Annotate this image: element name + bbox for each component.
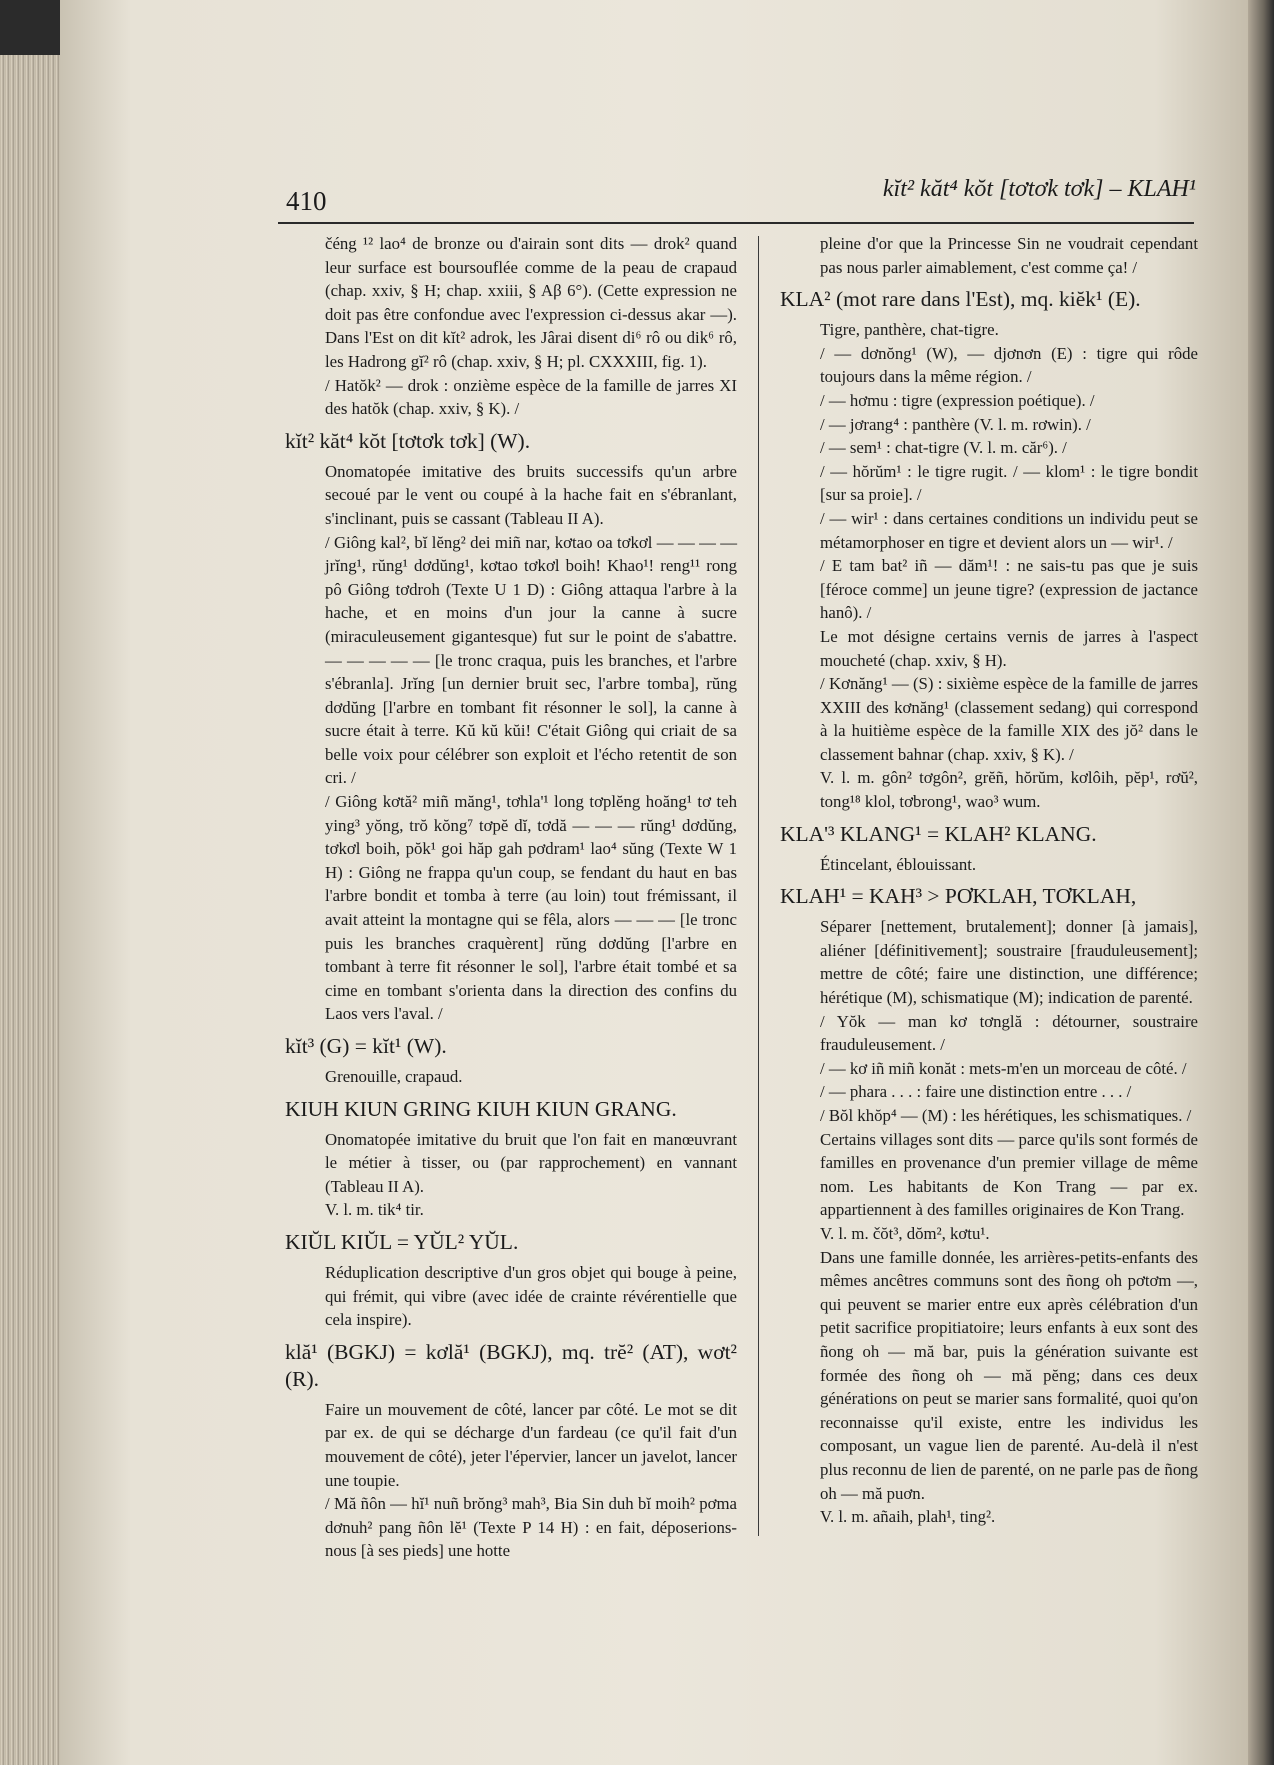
entry-paragraph: / — sem¹ : chat-tigre (V. l. m. căr⁶). /	[820, 438, 1067, 458]
entry-paragraph: Grenouille, crapaud.	[325, 1067, 463, 1086]
entry-paragraph: V. l. m. gôn² tơgôn², grĕñ, hŏrŭm, kơlôih, pĕp¹, rơŭ², tong¹⁸ klol, tơbrong¹, wao³ wum.	[820, 768, 1198, 812]
entry-paragraph: V. l. m. añaih, plah¹, ting².	[820, 1507, 996, 1527]
entry-paragraph: pleine d'or que la Princesse Sin ne voudrait cependant pas nous parler aimablement, c'est comme ça! /	[820, 234, 1198, 277]
entry-paragraph: Dans une famille donnée, les arrières-petits-enfants des mêmes ancêtres communs sont des ñong oh pơtơm —, qui peuvent se marier entre eux après célébration d'un petit sacrifice propitiatoire; leurs enfants à eux sont des ñong oh — mă bar, puis la génération suivante est formée des ñong oh — mă pĕng; dans ces deux générations on peut se marier sans formalité, quoi qu'on reconnaisse qu'il existe, entre les individus les composant, un vague lien de parenté. Au-delà il n'est plus reconnu de lien de parenté, on ne parle pas de ñong oh — mă puơn.	[820, 1247, 1198, 1503]
entry-paragraph: Étincelant, éblouissant.	[820, 854, 977, 874]
facing-page-edge	[1248, 0, 1274, 1765]
entry-paragraph: / — jơrang⁴ : panthère (V. l. m. rơwin). /	[820, 414, 1091, 434]
entry-paragraph: / — hŏrŭm¹ : le tigre rugit. / — klom¹ : le tigre bondit [sur sa proie]. /	[820, 461, 1198, 505]
entry-paragraph: Certains villages sont dits — parce qu'ils sont formés de familles en provenance d'un premier village de même nom. Les habitants de Kon Trang — par ex. appartiennent à des familles originaires de Kon Trang.	[820, 1129, 1198, 1220]
entry-paragraph: / Yŏk — man kơ tơnglă : détourner, soustraire frauduleusement. /	[820, 1011, 1198, 1055]
entry-headword: KLA'³ KLANG¹ = KLAH² KLANG.	[780, 821, 1097, 846]
entry-paragraph: / Mă ñôn — hĭ¹ nuñ brŏng³ mah³, Bia Sin duh bĭ moih² pơma dơnuh² pang ñôn lĕ¹ (Texte P 14 H) : en fait, déposerions-nous [à ses pieds] une hotte	[325, 1494, 737, 1561]
entry-headword: klă¹ (BGKJ) = kơlă¹ (BGKJ), mq. trĕ² (AT), wơt² (R).	[285, 1339, 737, 1391]
entry-paragraph: / Hatŏk² — drok : onzième espèce de la famille de jarres XI des hatŏk (chap. xxiv, § K). /	[325, 375, 737, 419]
entry-headword: kĭt³ (G) = kĭt¹ (W).	[285, 1034, 447, 1058]
entry-paragraph: / — kơ iñ miñ konăt : mets-m'en un morceau de côté. /	[820, 1058, 1187, 1078]
entry-paragraph: / — dơnŏng¹ (W), — djơnơn (E) : tigre qui rôde toujours dans la même région. /	[820, 343, 1198, 387]
entry-paragraph: Onomatopée imitative du bruit que l'on fait en manœuvrant le métier à tisser, ou (par rapprochement) en vannant (Tableau II A).	[325, 1129, 737, 1196]
entry-paragraph: čéng ¹² lao⁴ de bronze ou d'airain sont dits — drok² quand leur surface est boursouflée comme de la peau de crapaud (chap. xxiv, § H; chap. xxiii, § Aβ 6°). (Cette expression ne doit pas être confondue avec l'expression ci-dessus akar —). Dans l'Est on dit kĭt² adrok, les Jârai disent di⁶ rô ou dik⁶ rô, les Hadrong gĭ² rô (chap. xxiv, § H; pl. CXXXIII, fig. 1).	[325, 234, 737, 371]
entry-paragraph: Tigre, panthère, chat-tigre.	[820, 320, 999, 340]
entry-paragraph: Réduplication descriptive d'un gros objet qui bouge à peine, qui frémit, qui vibre (avec idée de crainte révérentielle que cela inspire).	[325, 1262, 737, 1330]
entry-paragraph: / E tam bat² iñ — dăm¹! : ne sais-tu pas que je suis [féroce comme] un jeune tigre? (expression de jactance hanô). /	[820, 556, 1198, 623]
column-divider	[758, 236, 759, 1536]
header-rule	[278, 222, 1194, 224]
entry-paragraph: / — hơmu : tigre (expression poétique). /	[820, 390, 1095, 410]
entry-paragraph: V. l. m. čŏt³, dŏm², kơtu¹.	[820, 1223, 990, 1243]
page-number: 410	[286, 186, 327, 216]
entry-headword: KIUH KIUN GRING KIUH KIUN GRANG.	[285, 1096, 677, 1121]
entry-paragraph: / Giông kal², bĭ lĕng² dei miñ nar, kơtao oa tơkơl — — — — jrĭng¹, rŭng¹ dơdŭng¹, kơtao tơkơl boih! Khao¹! reng¹¹ rong pô Giông tơdroh (Texte U 1 D) : Giông attaqua l'arbre à la hache, et en moins d'un jour la canne à sucre (miraculeusement gigantesque) fut sur le point de s'abattre. — — — — — [le tronc craqua, puis les branches, et l'arbre s'ébranla]. Jrĭng [un dernier bruit sec, l'arbre tomba], rŭng dơdŭng [l'arbre en tombant fit résonner le sol], la canne à sucre était à terre. Kŭ kŭ kŭi! C'était Giông qui criait de sa belle voix pour célébrer son exploit et l'écho retentit de son cri. /	[325, 532, 737, 788]
entry-paragraph: Faire un mouvement de côté, lancer par côté. Le mot se dit par ex. de qui se décharge d'un fardeau (ce qu'il fait d'un mouvement de côté), jeter l'épervier, lancer un javelot, lancer une toupie.	[325, 1399, 737, 1490]
entry-headword: KLA² (mot rare dans l'Est), mq. kiĕk¹ (E).	[780, 287, 1141, 312]
entry-paragraph: Séparer [nettement, brutalement]; donner [à jamais], aliéner [définitivement]; soustraire [frauduleusement]; mettre de côté; faire une distinction, une différence; hérétique (M), schismatique (M); indication de parenté.	[820, 917, 1198, 1008]
page-header	[286, 176, 1196, 222]
entry-paragraph: Le mot désigne certains vernis de jarres à l'aspect moucheté (chap. xxiv, § H).	[820, 626, 1198, 670]
left-column	[285, 232, 737, 1563]
entry-paragraph: / Bŏl khŏp⁴ — (M) : les hérétiques, les schismatiques. /	[820, 1106, 1192, 1125]
entry-paragraph: V. l. m. tik⁴ tir.	[325, 1200, 424, 1220]
entry-paragraph: / — phara . . . : faire une distinction entre . . . /	[820, 1082, 1132, 1102]
entry-paragraph: / Giông kơtă² miñ măng¹, tơhla'¹ long tơplĕng hoăng¹ tơ teh ying³ yŏng, trŏ kŏng⁷ tơpĕ dĭ, tơdă — — — rŭng¹ dơdŭng, tơkơl boih, pŏk¹ goi hăp gah pơdram¹ lao⁴ sŭng (Texte W 1 H) : Giông ne frappa qu'un coup, se fendant du haut en bas l'arbre bondit et tomba à terre (au loin) tout frémissant, il avait atteint la montagne qui se fêla, alors — — — [le tronc puis les branches craquèrent] rŭng dơdŭng [l'arbre en tombant à terre fit résonner le sol], l'arbre était tombé et sa cime en tombant s'orienta dans la direction des confins du Laos vers l'aval. /	[325, 792, 737, 1024]
entry-paragraph: Onomatopée imitative des bruits successifs qu'un arbre secoué par le vent ou coupé à la hache fait en s'ébranlant, s'inclinant, puis se cassant (Tableau II A).	[325, 461, 737, 528]
entry-paragraph: / — wir¹ : dans certaines conditions un individu peut se métamorphoser en tigre et devient alors un — wir¹. /	[820, 508, 1198, 552]
entry-headword: KLAH¹ = KAH³ > PƠKLAH, TƠKLAH,	[780, 884, 1137, 909]
entry-paragraph: / Kơnăng¹ — (S) : sixième espèce de la famille de jarres XXIII des kơnăng¹ (classement sedang) qui correspond à la huitième espèce de la famille XIX des jŏ² dans le classement bahnar (chap. xxiv, § K). /	[820, 674, 1198, 764]
entry-headword: kĭt² kăt⁴ kŏt [tơtơk tơk] (W).	[285, 428, 531, 453]
running-head: kĭt² kăt⁴ kŏt [tơtơk tơk] – KLAH¹	[882, 176, 1196, 202]
right-column	[780, 232, 1198, 1529]
entry-headword: KIŬL KIŬL = YŬL² YŬL.	[285, 1229, 519, 1254]
